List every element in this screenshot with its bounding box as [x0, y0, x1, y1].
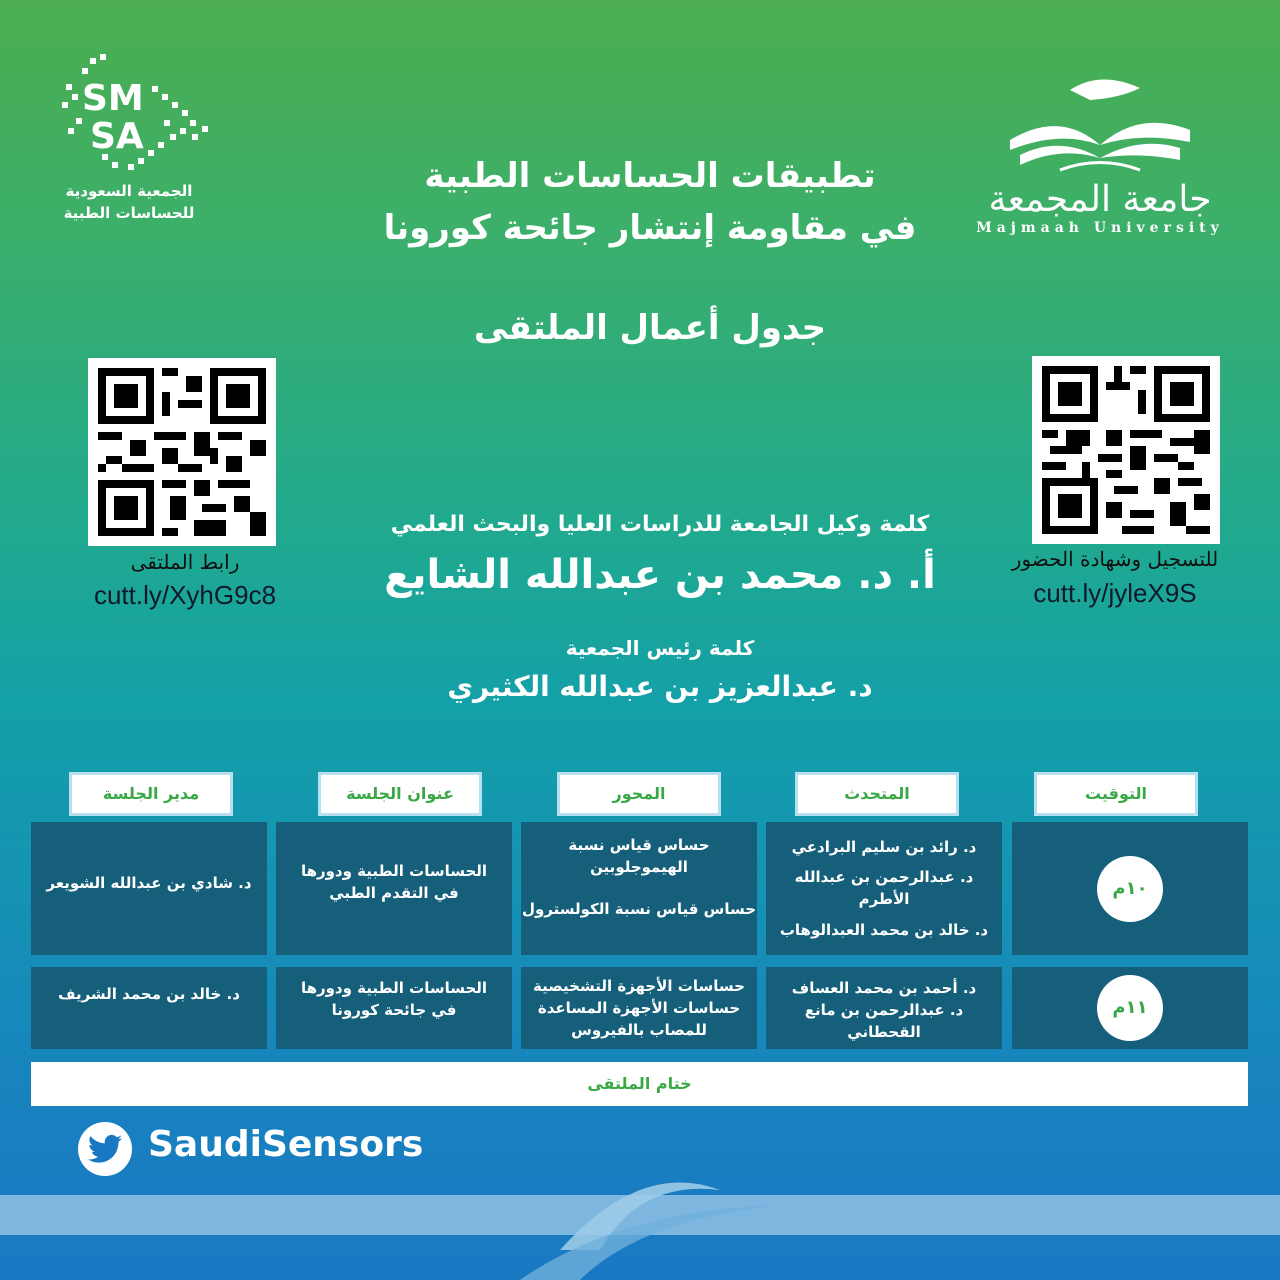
- table-row-2-manager: د. خالد بن محمد الشريف: [31, 967, 267, 1049]
- table-row-1-axis: [521, 822, 757, 955]
- qr-right-link[interactable]: cutt.ly/jyleX9S: [1033, 578, 1197, 608]
- header-speaker: المتحدث: [795, 772, 959, 816]
- smsa-caption-line2: للحساسات الطبية: [63, 204, 195, 222]
- time-badge: ١١م: [1097, 975, 1163, 1041]
- speaker-name: د. أحمد بن محمد العساف: [791, 979, 977, 997]
- university-name-en: Majmaah University: [976, 220, 1224, 236]
- twitter-icon[interactable]: [78, 1122, 132, 1176]
- closing-bar: ختام الملتقى: [31, 1062, 1248, 1106]
- qr-code-right[interactable]: [1032, 356, 1220, 544]
- main-title-line1: تطبيقات الحساسات الطبية: [424, 156, 876, 196]
- table-row-1-speakers: [766, 822, 1002, 955]
- qr-right-caption: للتسجيل وشهادة الحضور: [1011, 547, 1219, 571]
- smsa-logo: [52, 50, 212, 240]
- table-row-2-axis: [521, 967, 757, 1049]
- wave-decoration: [0, 1150, 1280, 1280]
- smsa-caption-line1: الجمعية السعودية: [65, 182, 193, 200]
- axis-item: للمصاب بالفيروس: [571, 1021, 707, 1039]
- table-row-1-time: [1012, 822, 1248, 955]
- twitter-bird-icon: [88, 1134, 122, 1164]
- table-row-1-session-title: [276, 822, 512, 955]
- university-name-ar: جامعة المجمعة: [988, 179, 1212, 220]
- smsa-logo-mark: [52, 50, 212, 180]
- speech-2-title: كلمة رئيس الجمعية: [565, 636, 755, 660]
- qr-code-left[interactable]: [88, 358, 276, 546]
- qr-code-icon: [98, 368, 266, 536]
- schedule-title: جدول أعمال الملتقى: [473, 308, 827, 348]
- time-badge: ١٠م: [1097, 856, 1163, 922]
- main-title-line2: في مقاومة إنتشار جائحة كورونا: [383, 208, 917, 248]
- speaker-name: د. عبدالرحمن بن مانع القحطاني: [804, 1001, 964, 1041]
- smsa-letters-bottom: SA: [90, 116, 144, 157]
- speech-1-title: كلمة وكيل الجامعة للدراسات العليا والبحث العلمي: [390, 512, 930, 537]
- table-row-1-manager: د. شادي بن عبدالله الشويعر: [31, 822, 267, 955]
- speaker-name: د. عبدالرحمن بن عبدالله الأطرم: [794, 868, 974, 909]
- session-title-line: في جائحة كورونا: [331, 1001, 457, 1019]
- smsa-letters-top: SM: [82, 78, 144, 119]
- twitter-handle[interactable]: SaudiSensors: [148, 1124, 424, 1165]
- session-title-line: الحساسات الطبية ودورها: [300, 862, 488, 880]
- axis-item: حساس قياس نسبة الهيموجلوبين: [568, 836, 710, 876]
- axis-item: حساسات الأجهزة التشخيصية: [533, 977, 745, 995]
- header-time: التوقيت: [1034, 772, 1198, 816]
- qr-left-link[interactable]: cutt.ly/XyhG9c8: [93, 580, 277, 610]
- table-row-2-time: [1012, 967, 1248, 1049]
- speaker-name: د. خالد بن محمد العبدالوهاب: [779, 920, 989, 939]
- header-axis: المحور: [557, 772, 721, 816]
- speaker-name: د. رائد بن سليم البرادعي: [791, 838, 977, 857]
- speech-2-speaker: د. عبدالعزيز بن عبدالله الكثيري: [447, 670, 873, 703]
- main-title: [330, 150, 970, 254]
- open-book-icon: [960, 70, 1240, 180]
- axis-item: حساسات الأجهزة المساعدة: [537, 999, 741, 1017]
- table-row-2-session-title: [276, 967, 512, 1049]
- session-title-line: الحساسات الطبية ودورها: [300, 979, 488, 997]
- university-logo: [960, 70, 1240, 240]
- speech-1-speaker: أ. د. محمد بن عبدالله الشايع: [384, 552, 936, 598]
- session-title-line: في التقدم الطبي: [329, 884, 459, 902]
- table-row-2-speakers: [766, 967, 1002, 1049]
- header-session-manager: مدير الجلسة: [69, 772, 233, 816]
- axis-item: حساس قياس نسبة الكولسترول: [521, 900, 757, 918]
- qr-left-caption: رابط الملتقى: [130, 550, 240, 574]
- qr-code-icon: [1042, 366, 1210, 534]
- header-session-title: عنوان الجلسة: [318, 772, 482, 816]
